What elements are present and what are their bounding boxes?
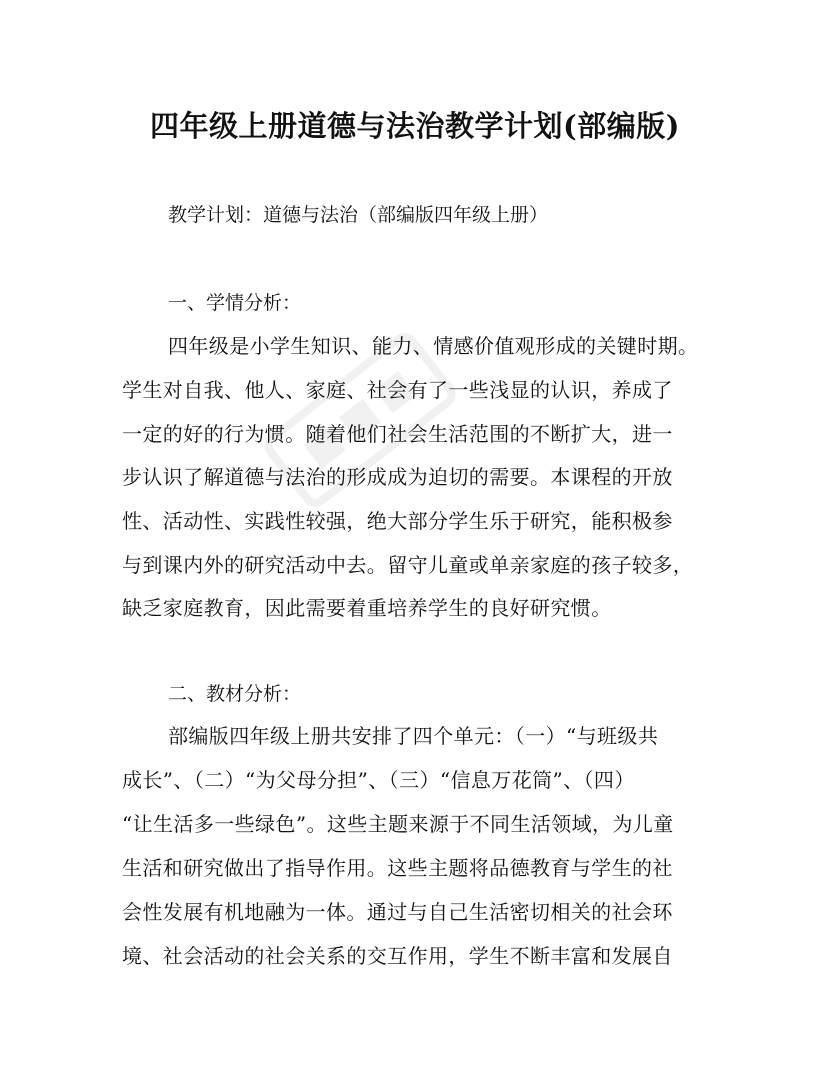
paragraph-line: 生活和研究做出了指导作用。这些主题将品德教育与学生的社 — [122, 856, 673, 880]
paragraph-line: 一定的好的行为惯。随着他们社会生活范围的不断扩大，进一 — [122, 422, 673, 446]
document-subtitle: 教学计划：道德与法治（部编版四年级上册） — [168, 204, 549, 226]
paragraph-line: 部编版四年级上册共安排了四个单元：（一）“与班级共 — [168, 724, 659, 748]
paragraph-line: 缺乏家庭教育，因此需要着重培养学生的良好研究惯。 — [122, 596, 612, 620]
section-heading-learning-analysis: 一、学情分析： — [168, 292, 302, 314]
paragraph-line: “让生活多一些绿色”。这些主题来源于不同生活领域，为儿童 — [122, 812, 674, 836]
paragraph-line: 学生对自我、他人、家庭、社会有了一些浅显的认识，养成了 — [122, 378, 673, 402]
paragraph-line: 步认识了解道德与法治的形成成为迫切的需要。本课程的开放 — [122, 465, 673, 489]
paragraph-line: 四年级是小学生知识、能力、情感价值观形成的关键时期。 — [168, 334, 699, 358]
paragraph-line: 会性发展有机地融为一体。通过与自己生活密切相关的社会环 — [122, 900, 673, 924]
paragraph-line: 成长”、（二）“为父母分担”、（三）“信息万花筒”、（四） — [122, 768, 635, 792]
document-title: 四年级上册道德与法治教学计划(部编版) — [150, 109, 680, 143]
section-heading-textbook-analysis: 二、教材分析： — [168, 683, 302, 705]
paragraph-line: 境、社会活动的社会关系的交互作用，学生不断丰富和发展自 — [122, 944, 673, 968]
paragraph-line: 性、活动性、实践性较强，绝大部分学生乐于研究，能积极参 — [122, 509, 673, 533]
paragraph-line: 与到课内外的研究活动中去。留守儿童或单亲家庭的孩子较多， — [122, 553, 694, 577]
